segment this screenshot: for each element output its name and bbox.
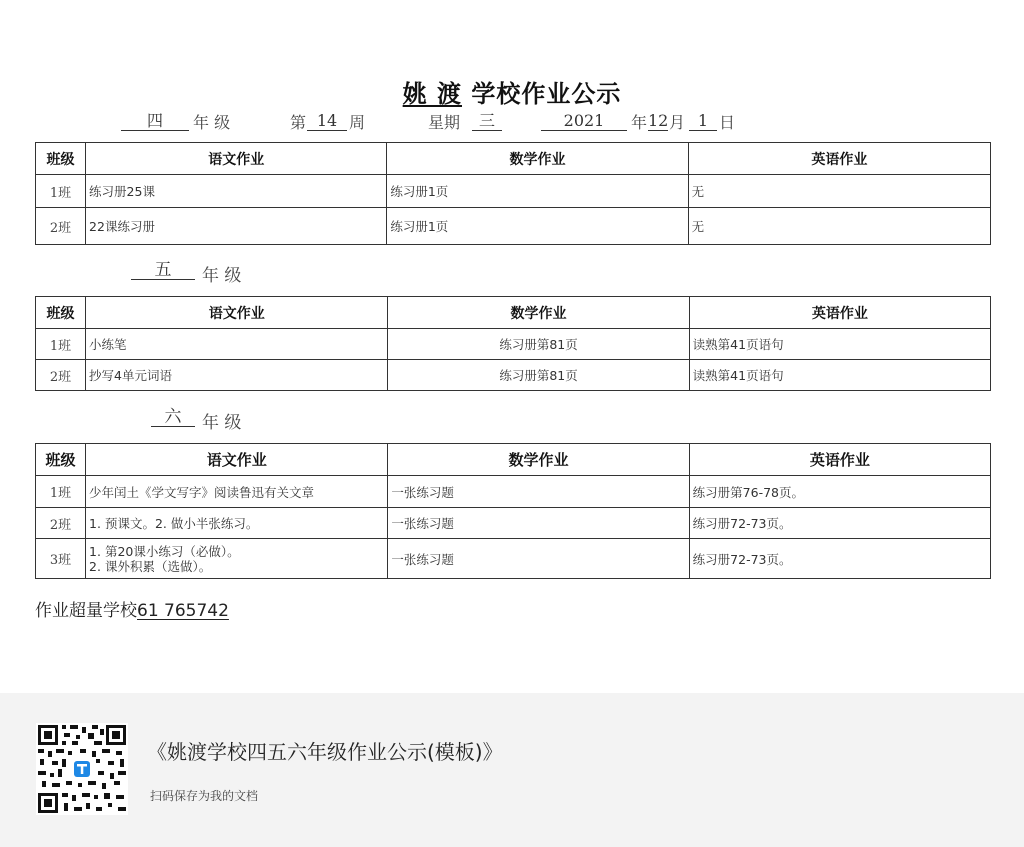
chinese-line-1: 1. 第20课小练习（必做）。 — [89, 543, 240, 559]
table-row — [36, 360, 991, 391]
header-chinese: 语文作业 — [86, 143, 387, 175]
weekday-label: 星期 — [428, 113, 461, 132]
grade6-table — [35, 443, 991, 579]
week-value: 14 — [307, 112, 347, 131]
header-english: 英语作业 — [688, 143, 990, 175]
chinese-line-2: 2. 课外积累（选做）。 — [89, 558, 212, 574]
year-value: 2021 — [541, 112, 627, 131]
year-label: 年 — [631, 113, 648, 132]
grade4-value: 四 — [121, 112, 189, 131]
class-cell: 2班 — [36, 508, 86, 539]
header-english: 英语作业 — [689, 297, 990, 329]
weekday-value: 三 — [472, 112, 502, 131]
english-cell: 练习册第76-78页。 — [689, 476, 990, 508]
header-class: 班级 — [36, 143, 86, 175]
scan-hint: 扫码保存为我的文档 — [150, 789, 259, 803]
chinese-cell: 练习册25课 — [86, 175, 387, 208]
table-row — [36, 329, 991, 360]
chinese-cell: 22课练习册 — [86, 208, 387, 245]
math-cell: 一张练习题 — [388, 476, 689, 508]
math-cell: 练习册第81页 — [388, 360, 689, 391]
chinese-cell: 1. 预课文。2. 做小半张练习。 — [86, 508, 388, 539]
bottom-save-bar — [0, 693, 1024, 847]
english-cell: 无 — [688, 175, 990, 208]
table-header-row — [36, 444, 991, 476]
header-chinese: 语文作业 — [86, 297, 388, 329]
grade6-value: 六 — [151, 408, 195, 427]
grade6-label: 年 级 — [202, 413, 242, 433]
class-cell: 2班 — [36, 360, 86, 391]
english-cell: 读熟第41页语句 — [689, 360, 990, 391]
class-cell: 3班 — [36, 539, 86, 579]
day-label: 日 — [719, 113, 736, 132]
table-row — [36, 476, 991, 508]
month-label: 月 — [669, 113, 686, 132]
table-row — [36, 508, 991, 539]
class-cell: 1班 — [36, 476, 86, 508]
chinese-cell: 抄写4单元词语 — [86, 360, 388, 391]
english-cell: 练习册72-73页。 — [689, 539, 990, 579]
english-cell: 无 — [688, 208, 990, 245]
chinese-cell: 少年闰土《学文写字》阅读鲁迅有关文章 — [86, 476, 388, 508]
overload-label: 作业超量学校 — [35, 601, 137, 621]
grade6-heading — [0, 408, 400, 432]
english-cell: 练习册72-73页。 — [689, 508, 990, 539]
class-cell: 1班 — [36, 175, 86, 208]
day-value: 1 — [689, 112, 717, 131]
grade4-table — [35, 142, 991, 245]
header-math: 数学作业 — [388, 297, 689, 329]
header-chinese: 语文作业 — [86, 444, 388, 476]
chinese-cell: 小练笔 — [86, 329, 388, 360]
grade5-value: 五 — [131, 261, 195, 280]
grade4-label: 年 级 — [193, 113, 231, 132]
chinese-cell — [86, 539, 388, 579]
header-math: 数学作业 — [388, 444, 689, 476]
week-suffix: 周 — [349, 113, 366, 132]
class-cell: 1班 — [36, 329, 86, 360]
math-cell: 一张练习题 — [388, 508, 689, 539]
grade5-table — [35, 296, 991, 391]
math-cell: 练习册1页 — [387, 175, 688, 208]
math-cell: 一张练习题 — [388, 539, 689, 579]
table-row — [36, 208, 991, 245]
grade5-label: 年 级 — [202, 266, 242, 286]
grade4-date-line — [0, 108, 1024, 134]
table-header-row — [36, 297, 991, 329]
table-row — [36, 539, 991, 579]
school-name: 姚 渡 — [402, 80, 462, 108]
english-cell: 读熟第41页语句 — [689, 329, 990, 360]
document-link-title[interactable]: 《姚渡学校四五六年级作业公示(模板)》 — [147, 740, 503, 764]
math-cell: 练习册1页 — [387, 208, 688, 245]
overload-report-note — [35, 596, 239, 621]
overload-phone: 61 765742 — [137, 601, 229, 621]
month-value: 12 — [648, 111, 669, 130]
table-row — [36, 175, 991, 208]
math-cell: 练习册第81页 — [388, 329, 689, 360]
grade5-heading — [0, 261, 400, 285]
header-class: 班级 — [36, 444, 86, 476]
header-english: 英语作业 — [689, 444, 990, 476]
header-class: 班级 — [36, 297, 86, 329]
table-header-row — [36, 143, 991, 175]
qr-code-icon[interactable] — [36, 723, 128, 815]
class-cell: 2班 — [36, 208, 86, 245]
week-prefix: 第 — [290, 113, 307, 132]
header-math: 数学作业 — [387, 143, 688, 175]
title-rest: 学校作业公示 — [462, 80, 622, 108]
document-title — [0, 74, 1024, 109]
